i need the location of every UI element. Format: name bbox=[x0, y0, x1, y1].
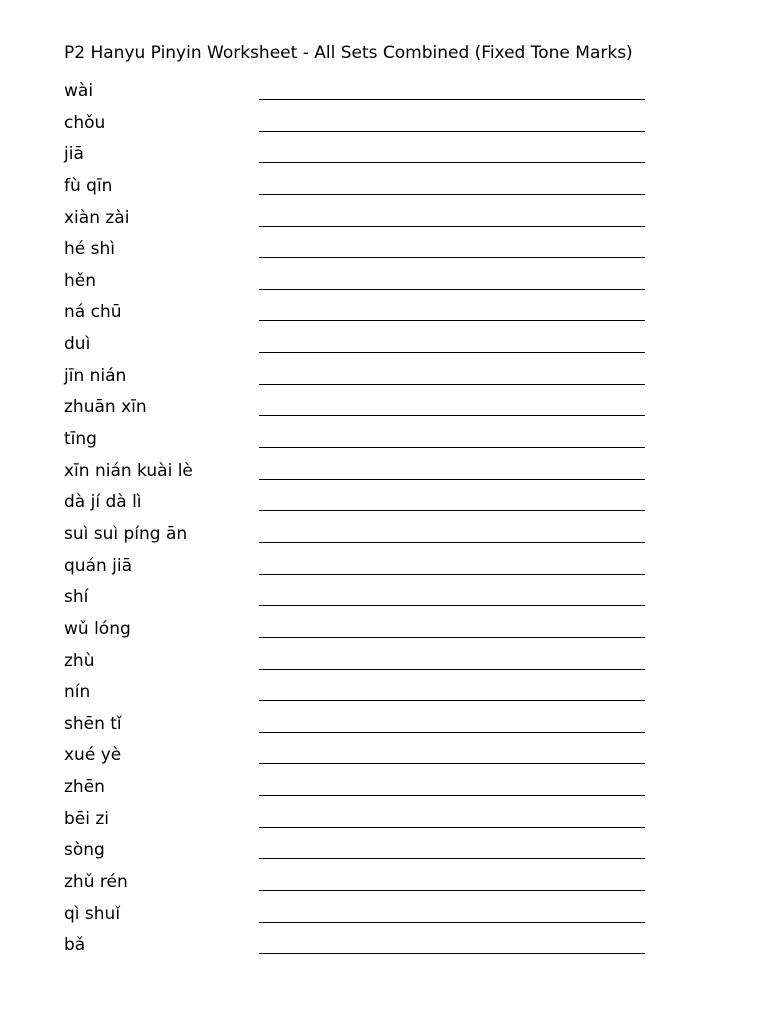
answer-line[interactable] bbox=[259, 131, 645, 132]
list-item bbox=[0, 521, 768, 553]
answer-line[interactable] bbox=[259, 700, 645, 701]
pinyin-word: shēn tǐ bbox=[64, 713, 122, 734]
answer-line[interactable] bbox=[259, 574, 645, 575]
answer-line[interactable] bbox=[259, 194, 645, 195]
list-item bbox=[0, 141, 768, 173]
answer-line[interactable] bbox=[259, 732, 645, 733]
answer-line[interactable] bbox=[259, 257, 645, 258]
list-item bbox=[0, 742, 768, 774]
word-list bbox=[0, 78, 768, 964]
list-item bbox=[0, 110, 768, 142]
pinyin-word: fù qīn bbox=[64, 175, 113, 196]
answer-line[interactable] bbox=[259, 415, 645, 416]
list-item bbox=[0, 78, 768, 110]
list-item bbox=[0, 426, 768, 458]
pinyin-word: wǔ lóng bbox=[64, 618, 131, 639]
pinyin-word: hěn bbox=[64, 270, 97, 291]
list-item bbox=[0, 869, 768, 901]
list-item bbox=[0, 205, 768, 237]
answer-line[interactable] bbox=[259, 669, 645, 670]
pinyin-word: hé shì bbox=[64, 239, 115, 260]
pinyin-word: zhuān xīn bbox=[64, 397, 147, 418]
list-item bbox=[0, 774, 768, 806]
answer-line[interactable] bbox=[259, 890, 645, 891]
list-item bbox=[0, 458, 768, 490]
answer-line[interactable] bbox=[259, 447, 645, 448]
answer-line[interactable] bbox=[259, 922, 645, 923]
answer-line[interactable] bbox=[259, 162, 645, 163]
answer-line[interactable] bbox=[259, 510, 645, 511]
answer-line[interactable] bbox=[259, 637, 645, 638]
answer-line[interactable] bbox=[259, 858, 645, 859]
answer-line[interactable] bbox=[259, 289, 645, 290]
list-item bbox=[0, 236, 768, 268]
list-item bbox=[0, 648, 768, 680]
pinyin-word: zhǔ rén bbox=[64, 872, 128, 893]
answer-line[interactable] bbox=[259, 763, 645, 764]
answer-line[interactable] bbox=[259, 226, 645, 227]
answer-line[interactable] bbox=[259, 352, 645, 353]
list-item bbox=[0, 489, 768, 521]
answer-line[interactable] bbox=[259, 795, 645, 796]
pinyin-word: shí bbox=[64, 587, 89, 608]
answer-line[interactable] bbox=[259, 99, 645, 100]
list-item bbox=[0, 711, 768, 743]
pinyin-word: bǎ bbox=[64, 935, 86, 956]
answer-line[interactable] bbox=[259, 384, 645, 385]
pinyin-word: chǒu bbox=[64, 112, 106, 133]
pinyin-word: duì bbox=[64, 334, 91, 355]
pinyin-word: tīng bbox=[64, 429, 97, 450]
list-item bbox=[0, 173, 768, 205]
answer-line[interactable] bbox=[259, 479, 645, 480]
pinyin-word: sòng bbox=[64, 840, 105, 861]
list-item bbox=[0, 268, 768, 300]
list-item bbox=[0, 331, 768, 363]
answer-line[interactable] bbox=[259, 827, 645, 828]
list-item bbox=[0, 584, 768, 616]
list-item bbox=[0, 299, 768, 331]
pinyin-word: xué yè bbox=[64, 745, 122, 766]
answer-line[interactable] bbox=[259, 953, 645, 954]
worksheet-title: P2 Hanyu Pinyin Worksheet - All Sets Combined (Fixed Tone Marks) bbox=[64, 43, 633, 63]
list-item bbox=[0, 837, 768, 869]
pinyin-word: quán jiā bbox=[64, 555, 133, 576]
list-item bbox=[0, 616, 768, 648]
answer-line[interactable] bbox=[259, 542, 645, 543]
pinyin-word: zhù bbox=[64, 650, 95, 671]
pinyin-word: ná chū bbox=[64, 302, 122, 323]
list-item bbox=[0, 363, 768, 395]
list-item bbox=[0, 553, 768, 585]
pinyin-word: nín bbox=[64, 682, 91, 703]
answer-line[interactable] bbox=[259, 320, 645, 321]
list-item bbox=[0, 679, 768, 711]
list-item bbox=[0, 901, 768, 933]
pinyin-word: xīn nián kuài lè bbox=[64, 460, 193, 481]
pinyin-word: wài bbox=[64, 81, 94, 101]
list-item bbox=[0, 932, 768, 964]
list-item bbox=[0, 394, 768, 426]
pinyin-word: jīn nián bbox=[64, 365, 127, 386]
pinyin-word: jiā bbox=[64, 144, 84, 165]
pinyin-word: qì shuǐ bbox=[64, 903, 121, 924]
pinyin-word: bēi zi bbox=[64, 808, 110, 829]
pinyin-word: zhēn bbox=[64, 777, 105, 798]
list-item bbox=[0, 806, 768, 838]
pinyin-word: suì suì píng ān bbox=[64, 523, 188, 544]
pinyin-word: xiàn zài bbox=[64, 207, 130, 228]
pinyin-word: dà jí dà lì bbox=[64, 492, 142, 513]
answer-line[interactable] bbox=[259, 605, 645, 606]
